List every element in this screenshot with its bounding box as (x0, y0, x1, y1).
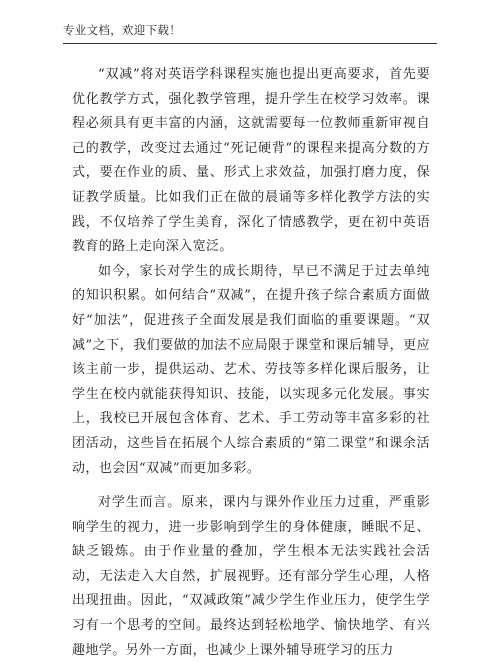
paragraph-2: 如今，家长对学生的成长期待，早已不满足于过去单纯的知识积累。如何结合“双减”，在提升孩子综合素质方面做好“加法”，促进孩子全面发展是我们面临的重要课题。“双减”之下，我们要做的加法不应局限于课堂和课后辅导，更应该主前一步，提供运动、艺术、劳技等多样化课后服务，让学生在校内就能获得知识、技能，以实现多元化发展。事实上，我校已开展包含体育、艺术、手工劳动等丰富多彩的社团活动，这些旨在拓展个人综合素质的“第二课堂”和课余活动，也会因“双减”而更加多彩。 (72, 263, 430, 476)
paragraph-1: “双减”将对英语学科课程实施也提出更高要求，首先要优化教学方式，强化教学管理，提升学生在校学习效率。课程必须具有更丰富的内涵，这就需要每一位教师重新审视自己的教学，改变过去通过“死记硬背”的课程来提高分数的方式，要在作业的质、量、形式上求效益，加强打磨力度，保证教学质量。比如我们正在做的晨诵等多样化教学方法的实践，不仅培养了学生美育，深化了情感教学，更在初中英语教育的路上走向深入宽泛。 (72, 67, 430, 255)
header-text: 专业文档，欢迎下载！ (63, 23, 181, 37)
paragraph-gap (72, 481, 430, 491)
paragraph-3: 对学生而言。原来，课内与课外作业压力过重，严重影响学生的视力，进一步影响到学生的身体健康，睡眠不足、缺乏锻炼。由于作业量的叠加，学生根本无法实践社会活动，无法走入大自然，扩展视野。还有部分学生心理，人格出现扭曲。因此，“双减政策”减少学生作业压力，使学生学习有一个思考的空间。最终达到轻松地学、愉快地学、有兴趣地学。另外一方面，也减少上课外辅导班学习的压力 (72, 495, 430, 658)
document-body (72, 63, 430, 663)
header-divider (63, 43, 437, 44)
page-header (63, 22, 437, 44)
